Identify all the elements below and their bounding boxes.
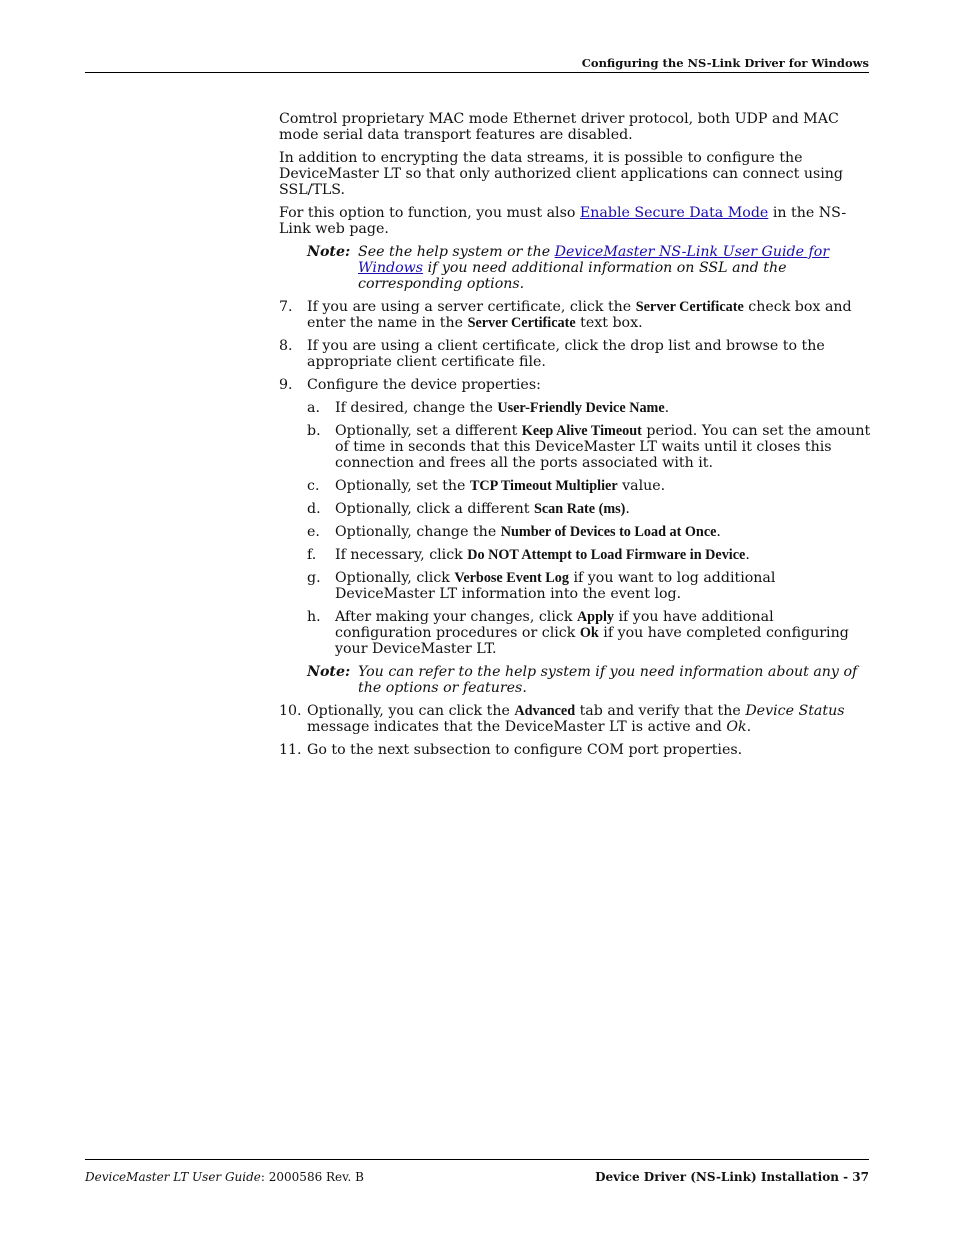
user-guide-link[interactable]: DeviceMaster NS-Link User Guide for Windows [358, 244, 830, 276]
substep-g: g. Optionally, click Verbose Event Log if you want to log additional DeviceMaster LT information into the event log. [307, 570, 776, 602]
note-label: Note: [307, 664, 351, 680]
substep-c: c. Optionally, set the TCP Timeout Multiplier value. [307, 478, 666, 494]
note-label: Note: [307, 244, 351, 260]
note-text: You can refer to the help system if you need information about any of the options or features. [358, 664, 858, 696]
enable-secure-data-mode-link[interactable]: Enable Secure Data Mode [579, 205, 769, 221]
step-9: 9. Configure the device properties: [279, 377, 541, 393]
substep-e: e. Optionally, change the Number of Devices to Load at Once. [307, 524, 721, 540]
step-11: 11. Go to the next subsection to configure COM port properties. [279, 742, 743, 758]
note-help-system [307, 664, 871, 696]
intro-paragraph-1: Comtrol proprietary MAC mode Ethernet driver protocol, both UDP and MAC mode serial data transport features are disabled. [279, 111, 839, 143]
substep-b: b. Optionally, set a different Keep Alive Timeout period. You can set the amount of time in seconds that this DeviceMaster LT waits until it closes this connection and frees all the ports associated with it. [307, 423, 871, 471]
intro-paragraph-2: In addition to encrypting the data streams, it is possible to configure the DeviceMaster LT so that only authorized client applications can connect using SSL/TLS. [279, 150, 844, 198]
substep-h: h. After making your changes, click Apply if you have additional configuration procedures or click Ok if you have completed configuring your DeviceMaster LT. [307, 609, 849, 657]
body-text [279, 111, 871, 765]
step-10: 10. Optionally, you can click the Advanced tab and verify that the Device Status message indicates that the DeviceMaster LT is active and Ok. [279, 703, 845, 735]
note-ssl [307, 244, 871, 292]
substep-f: f. If necessary, click Do NOT Attempt to Load Firmware in Device. [307, 547, 750, 563]
intro-paragraph-3: For this option to function, you must also Enable Secure Data Mode in the NS-Link web page. [279, 205, 847, 237]
note-text: See the help system or the DeviceMaster NS-Link User Guide for Windows if you need additional information on SSL and the corresponding options. [358, 244, 830, 292]
footer-rule [85, 1159, 869, 1160]
footer-document-id: DeviceMaster LT User Guide: 2000586 Rev. B [85, 1170, 364, 1184]
substep-d: d. Optionally, click a different Scan Rate (ms). [307, 501, 630, 517]
footer-page-number: Device Driver (NS-Link) Installation - 37 [595, 1170, 869, 1184]
step-7: 7. If you are using a server certificate, click the Server Certificate check box and enter the name in the Server Certificate text box. [279, 299, 852, 331]
running-header: Configuring the NS-Link Driver for Windows [581, 56, 869, 70]
step-8: 8. If you are using a client certificate, click the drop list and browse to the appropriate client certificate file. [279, 338, 825, 370]
header-rule [85, 72, 869, 73]
substep-a: a. If desired, change the User-Friendly Device Name. [307, 400, 670, 416]
